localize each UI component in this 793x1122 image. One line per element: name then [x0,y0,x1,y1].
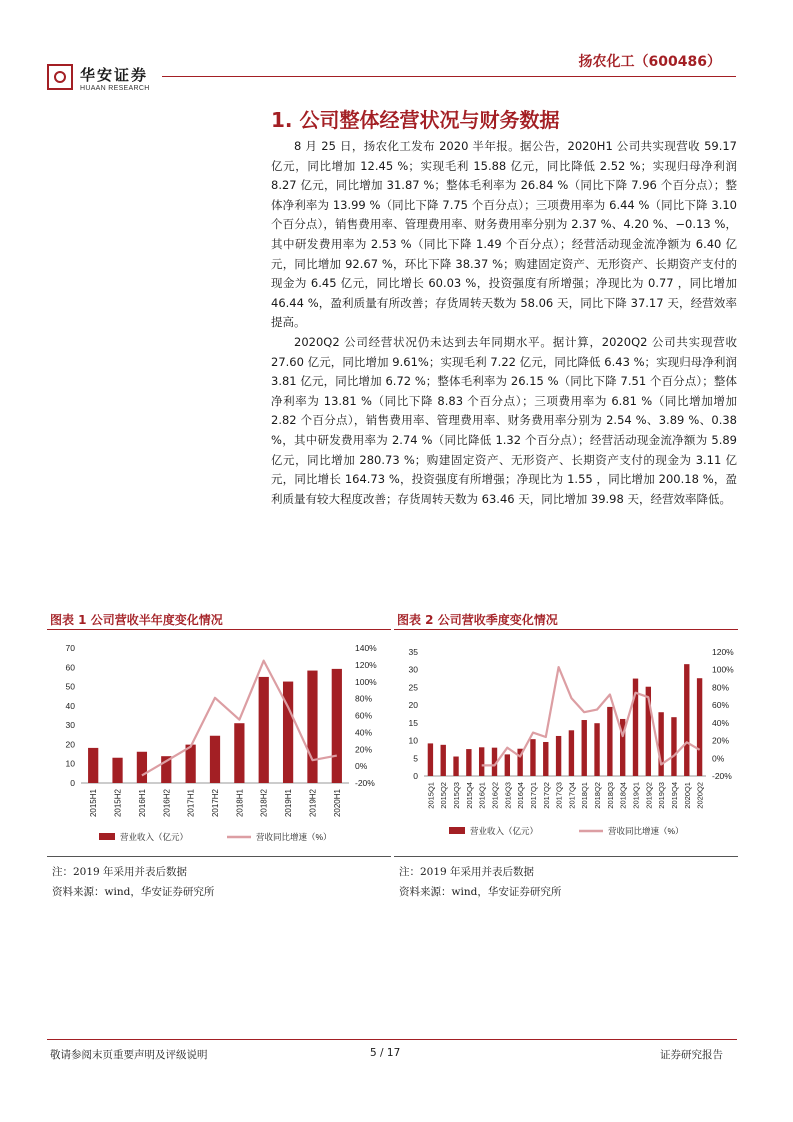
chart1-note: 注：2019 年采用并表后数据 [52,866,188,878]
chart2-category-label: 2018Q1 [580,782,590,809]
chart2-category-label: 2016Q2 [490,782,500,809]
chart1-category-label: 2015H2 [113,789,123,818]
chart2-right-tick: 120% [712,647,734,657]
chart2-bar [684,664,689,776]
chart2-bar [479,747,484,776]
chart1-category-label: 2016H1 [137,789,147,818]
chart2-category-label: 2018Q3 [605,782,615,809]
chart2-category-label: 2019Q3 [657,782,667,809]
paragraph-q2: 2020Q2 公司经营状况仍未达到去年同期水平。据计算，2020Q2 公司共实现营收 27.60 亿元，同比增加 9.61%；实现毛利 7.22 亿元，同比降低 6.43 %；实现归母净利润 3.81 亿元，同比增加 6.72 %；整体毛利率为 26.15 %（同比下降 7.51 个百分点）；整体净利率为 13.81 %（同比下降 8.83 个百分点）；三项费用率为 6.81 %（同比增加增加 2.82 个百分点），销售费用率、管理费用率、财务费用率分别为 2.54 %、3.89 %、0.38 %，其中研发费用率为 2.74 %（同比降低 1.32 个百分点）；经营活动现金流净额为 5.89 亿元，同比增加 280.73 %；购建固定资产、无形资产、长期资产支付的现金为 3.11 亿元，同比增长 164.73 %，投资强度有所增强；净现比为 1.55 ，同比增加 200.18 %，盈利质量有较大程度改善；存货周转天数为 63.46 天，同比增加 39.98 天，经营效率降低。 [271,334,737,506]
chart1-right-tick: 80% [355,693,373,704]
chart1-left-tick: 50 [65,681,75,692]
chart2-category-label: 2015Q3 [452,782,462,809]
chart1-bar [112,758,122,783]
chart2-source: 资料来源：wind，华安证券研究所 [399,886,562,898]
chart1-right-tick: 40% [355,727,373,738]
chart1-bar [259,677,269,783]
chart2-category-label: 2018Q4 [618,782,628,809]
logo-subtitle: HUAAN RESEARCH [80,85,150,92]
chart2-growth-line [482,667,700,765]
chart2-category-label: 2020Q1 [682,782,692,809]
chart2-bar [543,742,548,776]
chart1-bar [137,752,147,783]
chart1-source: 资料来源：wind，华安证券研究所 [52,886,215,898]
chart2-category-label: 2020Q2 [695,782,705,809]
chart2-category-label: 2016Q1 [477,782,487,809]
chart2-category-label: 2019Q1 [631,782,641,809]
chart2-category-label: 2018Q2 [593,782,603,809]
paragraph-h1: 8 月 25 日，扬农化工发布 2020 半年报。据公告，2020H1 公司共实现营收 59.17 亿元，同比增加 12.45 %；实现毛利 15.88 亿元，同比降低 2.52 %；实现归母净利润 8.27 亿元，同比增加 31.87 %；整体毛利率为 26.84 %（同比下降 7.96 个百分点）；整体净利率为 13.99 %（同比下降 7.75 个百分点）；三项费用率为 6.44 %（同比下降 3.10 个百分点），销售费用率、管理费用率、财务费用率分别为 2.37 %、4.20 %、−0.13 %，其中研发费用率为 2.53 %（同比下降 1.49 个百分点）；经营活动现金流净额为 6.40 亿元，同比增加 92.67 %，环比下降 38.37 %；购建固定资产、无形资产、长期资产支付的现金为 6.45 亿元，同比增长 60.03 %，投资强度有所增强；净现比为 0.77 ，同比增加 46.44 %，盈利质量有所改善；存货周转天数为 58.06 天，同比下降 37.17 天，经营效率提高。 [271,139,737,330]
chart1-bar [210,736,220,783]
chart1-bar [307,671,317,783]
chart1-category-label: 2018H2 [259,789,269,818]
chart2-category-label: 2015Q2 [439,782,449,809]
chart1-bar [88,748,98,783]
chart1-right-tick: 100% [355,676,377,687]
chart1-category-label: 2018H1 [235,789,245,818]
chart2-left-tick: 25 [408,682,418,693]
chart2-bar [441,745,446,776]
page-number: 5 / 17 [370,1047,401,1059]
chart2-title: 图表 2 公司营收季度变化情况 [397,613,558,627]
chart2-bar [658,712,663,776]
chart2-bar [530,739,535,776]
chart2-bar [453,757,458,776]
chart2-category-label: 2017Q1 [528,782,538,809]
chart2-bar [556,736,561,776]
chart1-legend-line-label: 营收同比增速（%） [256,832,332,842]
chart1-left-tick: 0 [70,778,75,788]
chart2-category-label: 2016Q4 [516,782,526,809]
chart1-bar [283,682,293,783]
chart2-category-label: 2017Q3 [554,782,564,809]
chart1-right-tick: 60% [355,710,373,721]
chart2-right-tick: 20% [712,735,730,746]
chart1-bar [332,669,342,783]
chart2-category-label: 2019Q2 [644,782,654,809]
footer-report-type: 证券研究报告 [660,1049,723,1061]
chart2-left-tick: 0 [413,771,418,781]
chart2-bar [505,754,510,776]
chart2-legend-bar-label: 营业收入（亿元） [470,826,539,836]
chart1-right-tick: -20% [355,778,375,788]
chart2-category-label: 2016Q3 [503,782,513,809]
footer-divider [47,1039,737,1040]
chart2-left-tick: 10 [408,735,418,746]
chart1-left-tick: 10 [65,758,75,769]
chart2-bar [594,723,599,776]
header-divider [162,76,736,77]
chart2-note: 注：2019 年采用并表后数据 [399,866,535,878]
chart2-bar [569,730,574,776]
chart1-right-tick: 140% [355,643,377,653]
chart2-legend-line-label: 营收同比增速（%） [608,826,684,836]
chart1-category-label: 2017H1 [186,789,196,818]
chart2-note-rule [394,856,738,857]
chart2-bar [671,717,676,776]
chart1-left-tick: 40 [65,700,75,711]
chart2-left-tick: 15 [408,717,418,728]
chart1-left-tick: 60 [65,662,75,673]
chart2-left-tick: 20 [408,700,418,711]
body-text [271,137,737,509]
chart1-category-label: 2015H1 [89,789,99,818]
chart1-bar [186,745,196,783]
logo-name: 华安证券 [80,66,149,84]
chart2-bar [428,743,433,776]
chart2-category-label: 2017Q4 [567,782,577,809]
chart1-category-label: 2016H2 [162,789,172,818]
chart2-right-tick: 0% [712,753,725,764]
chart1-left-tick: 30 [65,720,75,731]
chart2-left-tick: 5 [413,753,418,764]
company-logo [47,64,73,90]
chart1-category-label: 2020H1 [332,789,342,818]
chart1-legend-bar-swatch [99,833,115,840]
chart2-left-tick: 30 [408,664,418,675]
chart2-right-tick: -20% [712,771,732,781]
chart1-figure [47,635,391,850]
section-title: 1. 公司整体经营状况与财务数据 [271,108,560,132]
chart1-right-tick: 120% [355,659,377,670]
chart2-right-tick: 80% [712,682,730,693]
chart2-right-tick: 40% [712,717,730,728]
chart2-title-rule [394,629,738,630]
chart2-figure [394,635,738,850]
chart1-category-label: 2017H2 [211,789,220,818]
chart2-category-label: 2019Q4 [669,782,679,809]
chart1-category-label: 2019H1 [284,789,294,818]
chart2-category-label: 2015Q4 [464,782,474,809]
chart2-bar [607,707,612,776]
chart2-bar [582,720,587,776]
chart1-right-tick: 20% [355,744,373,755]
chart1-right-tick: 0% [355,761,368,772]
chart1-title: 图表 1 公司营收半年度变化情况 [50,613,223,627]
footer-disclaimer: 敬请参阅末页重要声明及评级说明 [50,1049,208,1061]
chart1-legend-bar-label: 营业收入（亿元） [120,832,189,842]
chart2-category-label: 2017Q2 [541,782,551,809]
chart2-left-tick: 35 [408,647,418,657]
chart1-title-rule [47,629,391,630]
chart1-note-rule [47,856,391,857]
chart2-bar [697,678,702,776]
chart2-right-tick: 60% [712,700,730,711]
chart1-left-tick: 20 [65,739,75,750]
chart2-category-label: 2015Q1 [426,782,436,809]
chart2-legend-bar-swatch [449,827,465,834]
chart2-bar [466,749,471,776]
chart1-left-tick: 70 [65,643,75,653]
report-header-title: 扬农化工（600486） [578,54,721,70]
chart1-bar [234,723,244,783]
chart2-right-tick: 100% [712,664,734,675]
chart1-category-label: 2019H2 [308,789,318,818]
